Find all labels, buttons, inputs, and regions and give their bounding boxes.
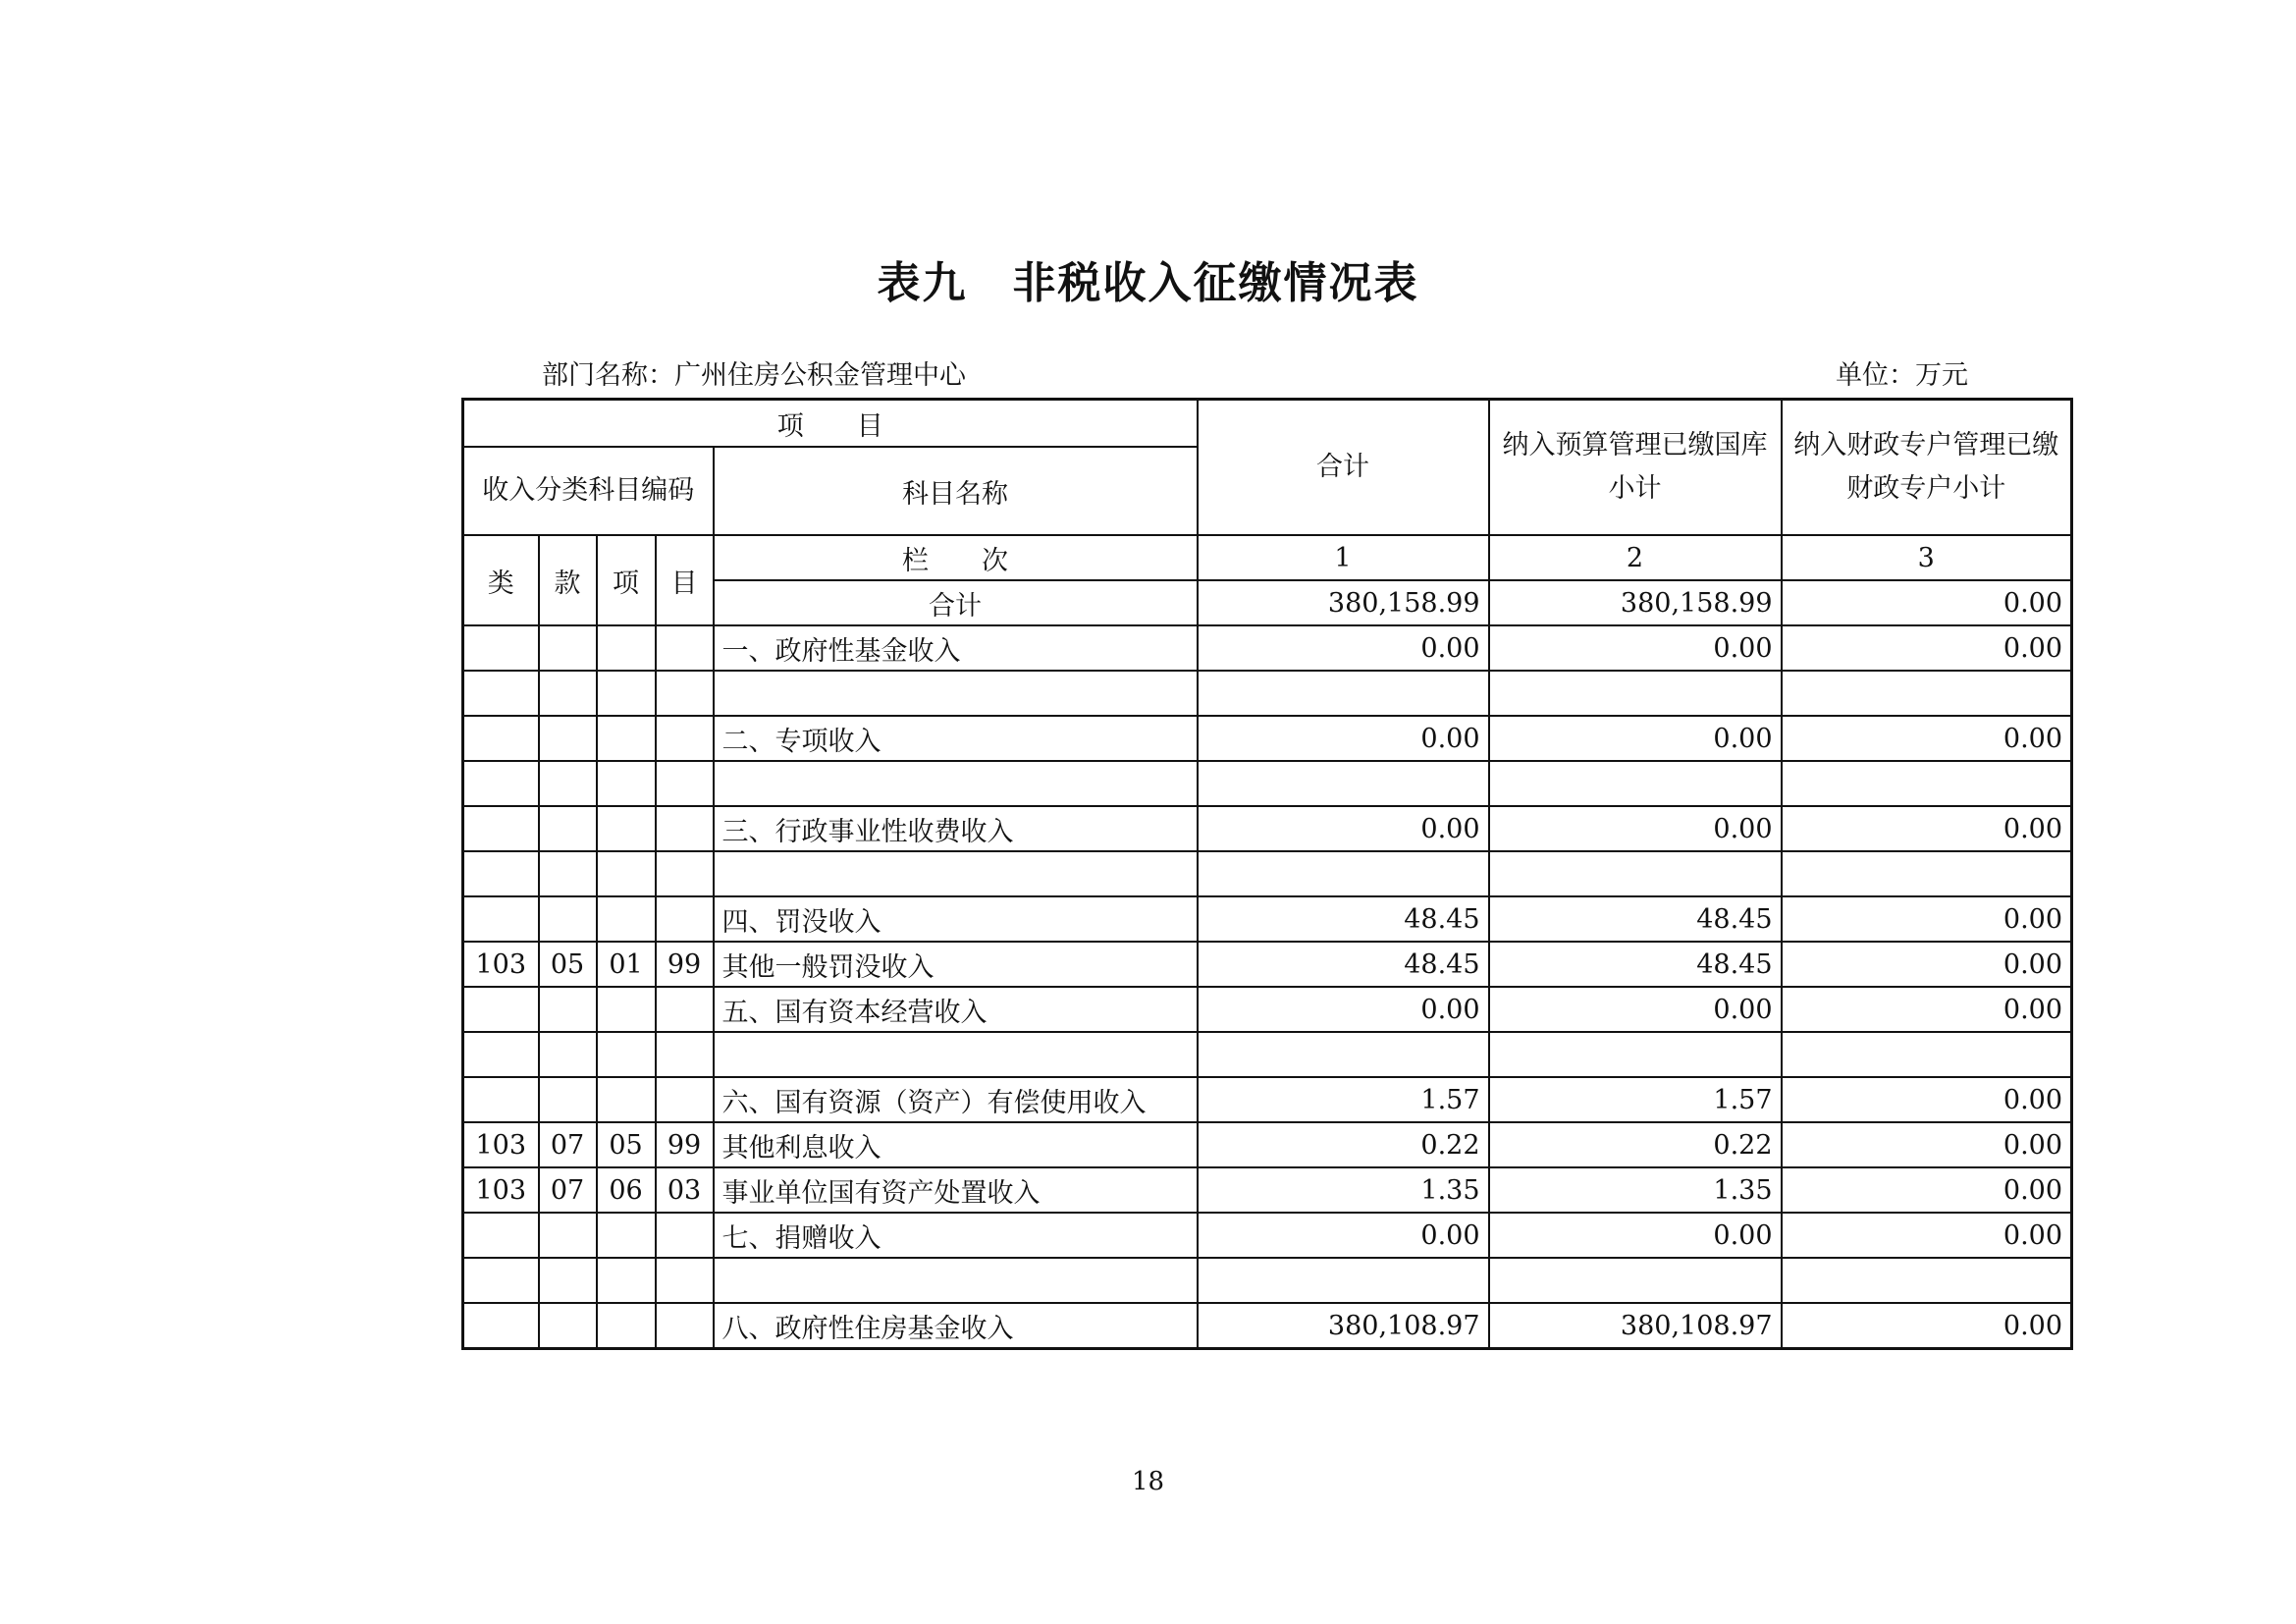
table-row — [463, 1077, 2072, 1122]
subject-name-cell: 八、政府性住房基金收入 — [714, 1303, 1198, 1349]
total-cell: 0.00 — [1198, 716, 1489, 761]
special-cell: 0.00 — [1782, 625, 2072, 671]
special-cell: 0.00 — [1782, 942, 2072, 987]
header-row-3 — [463, 535, 2072, 580]
budget-cell: 0.00 — [1489, 625, 1782, 671]
code-lei-cell: 103 — [463, 1122, 539, 1167]
code-mu-cell — [656, 1213, 714, 1258]
subject-name-cell: 三、行政事业性收费收入 — [714, 806, 1198, 851]
code-lei-cell — [463, 671, 539, 716]
budget-cell — [1489, 851, 1782, 896]
code-mu-cell: 03 — [656, 1167, 714, 1213]
code-xiang-cell — [597, 1077, 656, 1122]
total-row-budget: 380,158.99 — [1489, 580, 1782, 625]
header-xiang: 项 — [597, 535, 656, 625]
code-xiang-cell: 06 — [597, 1167, 656, 1213]
total-cell — [1198, 1032, 1489, 1077]
code-lei-cell — [463, 1213, 539, 1258]
code-lei-cell — [463, 896, 539, 942]
code-mu-cell — [656, 896, 714, 942]
code-xiang-cell — [597, 1303, 656, 1349]
budget-cell: 1.57 — [1489, 1077, 1782, 1122]
special-cell: 0.00 — [1782, 1122, 2072, 1167]
budget-cell: 0.22 — [1489, 1122, 1782, 1167]
total-cell: 48.45 — [1198, 942, 1489, 987]
code-lei-cell — [463, 716, 539, 761]
subject-name-cell — [714, 761, 1198, 806]
code-kuan-cell — [539, 987, 597, 1032]
special-cell — [1782, 1258, 2072, 1303]
code-kuan-cell — [539, 851, 597, 896]
code-kuan-cell — [539, 1032, 597, 1077]
budget-cell: 1.35 — [1489, 1167, 1782, 1213]
header-project: 项 目 — [463, 400, 1198, 448]
code-mu-cell — [656, 851, 714, 896]
special-cell: 0.00 — [1782, 896, 2072, 942]
subject-name-cell: 五、国有资本经营收入 — [714, 987, 1198, 1032]
code-mu-cell: 99 — [656, 942, 714, 987]
unit-label: 单位：万元 — [1836, 360, 1968, 391]
header-special: 纳入财政专户管理已缴财政专户小计 — [1782, 400, 2072, 536]
budget-cell: 48.45 — [1489, 896, 1782, 942]
code-mu-cell — [656, 987, 714, 1032]
total-cell: 0.22 — [1198, 1122, 1489, 1167]
table-row — [463, 1167, 2072, 1213]
budget-cell: 0.00 — [1489, 1213, 1782, 1258]
code-kuan-cell — [539, 1258, 597, 1303]
budget-cell — [1489, 1032, 1782, 1077]
table-row — [463, 1258, 2072, 1303]
code-xiang-cell — [597, 1032, 656, 1077]
special-cell — [1782, 671, 2072, 716]
special-cell: 0.00 — [1782, 1077, 2072, 1122]
header-column-order: 栏 次 — [714, 535, 1198, 580]
code-xiang-cell — [597, 851, 656, 896]
subject-name-cell: 四、罚没收入 — [714, 896, 1198, 942]
code-xiang-cell: 05 — [597, 1122, 656, 1167]
page-number: 18 — [1131, 1467, 1165, 1496]
code-xiang-cell — [597, 716, 656, 761]
budget-cell — [1489, 1258, 1782, 1303]
special-cell: 0.00 — [1782, 987, 2072, 1032]
department-label: 部门名称：广州住房公积金管理中心 — [542, 360, 966, 391]
code-lei-cell — [463, 806, 539, 851]
code-xiang-cell — [597, 987, 656, 1032]
total-cell: 0.00 — [1198, 625, 1489, 671]
code-kuan-cell — [539, 896, 597, 942]
budget-cell — [1489, 671, 1782, 716]
total-cell — [1198, 761, 1489, 806]
code-kuan-cell — [539, 1303, 597, 1349]
code-xiang-cell — [597, 1213, 656, 1258]
table-row — [463, 1213, 2072, 1258]
header-code-group: 收入分类科目编码 — [463, 447, 714, 535]
total-cell — [1198, 671, 1489, 716]
code-mu-cell — [656, 806, 714, 851]
subject-name-cell: 事业单位国有资产处置收入 — [714, 1167, 1198, 1213]
subject-name-cell — [714, 851, 1198, 896]
total-cell: 0.00 — [1198, 1213, 1489, 1258]
code-kuan-cell: 05 — [539, 942, 597, 987]
table-row — [463, 942, 2072, 987]
subject-name-cell: 其他一般罚没收入 — [714, 942, 1198, 987]
special-cell — [1782, 851, 2072, 896]
code-mu-cell — [656, 761, 714, 806]
code-kuan-cell — [539, 1213, 597, 1258]
total-row-special: 0.00 — [1782, 580, 2072, 625]
code-lei-cell — [463, 625, 539, 671]
code-xiang-cell — [597, 1258, 656, 1303]
budget-cell: 0.00 — [1489, 716, 1782, 761]
special-cell: 0.00 — [1782, 806, 2072, 851]
subject-name-cell: 二、专项收入 — [714, 716, 1198, 761]
subject-name-cell: 六、国有资源（资产）有偿使用收入 — [714, 1077, 1198, 1122]
code-lei-cell — [463, 851, 539, 896]
code-mu-cell — [656, 671, 714, 716]
total-cell: 1.35 — [1198, 1167, 1489, 1213]
code-kuan-cell — [539, 671, 597, 716]
code-mu-cell — [656, 716, 714, 761]
budget-cell: 48.45 — [1489, 942, 1782, 987]
total-cell: 48.45 — [1198, 896, 1489, 942]
code-kuan-cell — [539, 716, 597, 761]
code-mu-cell — [656, 1077, 714, 1122]
special-cell — [1782, 761, 2072, 806]
subject-name-cell: 一、政府性基金收入 — [714, 625, 1198, 671]
budget-cell — [1489, 761, 1782, 806]
code-lei-cell: 103 — [463, 942, 539, 987]
special-cell: 0.00 — [1782, 1303, 2072, 1349]
code-xiang-cell — [597, 671, 656, 716]
header-lei: 类 — [463, 535, 539, 625]
code-mu-cell — [656, 625, 714, 671]
code-xiang-cell — [597, 761, 656, 806]
header-mu: 目 — [656, 535, 714, 625]
non-tax-revenue-table — [461, 398, 2073, 1350]
table-row — [463, 851, 2072, 896]
code-lei-cell — [463, 1303, 539, 1349]
code-kuan-cell — [539, 1077, 597, 1122]
code-lei-cell — [463, 1258, 539, 1303]
table-row — [463, 806, 2072, 851]
special-cell: 0.00 — [1782, 1167, 2072, 1213]
header-col1: 1 — [1198, 535, 1489, 580]
code-xiang-cell — [597, 625, 656, 671]
table-row — [463, 671, 2072, 716]
header-col2: 2 — [1489, 535, 1782, 580]
total-cell: 0.00 — [1198, 806, 1489, 851]
total-cell: 0.00 — [1198, 987, 1489, 1032]
header-budget: 纳入预算管理已缴国库小计 — [1489, 400, 1782, 536]
table-row — [463, 1032, 2072, 1077]
code-kuan-cell — [539, 625, 597, 671]
subject-name-cell — [714, 671, 1198, 716]
code-xiang-cell: 01 — [597, 942, 656, 987]
total-row-name: 合计 — [714, 580, 1198, 625]
code-mu-cell — [656, 1258, 714, 1303]
header-kuan: 款 — [539, 535, 597, 625]
special-cell: 0.00 — [1782, 1213, 2072, 1258]
code-kuan-cell: 07 — [539, 1122, 597, 1167]
budget-cell: 0.00 — [1489, 806, 1782, 851]
table-row — [463, 716, 2072, 761]
table-row — [463, 1122, 2072, 1167]
special-cell: 0.00 — [1782, 716, 2072, 761]
total-cell: 380,108.97 — [1198, 1303, 1489, 1349]
code-mu-cell — [656, 1303, 714, 1349]
table-row — [463, 625, 2072, 671]
budget-cell: 0.00 — [1489, 987, 1782, 1032]
code-mu-cell — [656, 1032, 714, 1077]
code-kuan-cell — [539, 806, 597, 851]
table-row — [463, 1303, 2072, 1349]
budget-cell: 380,108.97 — [1489, 1303, 1782, 1349]
code-lei-cell — [463, 1077, 539, 1122]
subject-name-cell — [714, 1258, 1198, 1303]
code-xiang-cell — [597, 806, 656, 851]
subject-name-cell: 其他利息收入 — [714, 1122, 1198, 1167]
code-mu-cell: 99 — [656, 1122, 714, 1167]
code-lei-cell: 103 — [463, 1167, 539, 1213]
special-cell — [1782, 1032, 2072, 1077]
subject-name-cell: 七、捐赠收入 — [714, 1213, 1198, 1258]
total-cell — [1198, 1258, 1489, 1303]
code-kuan-cell — [539, 761, 597, 806]
table-row — [463, 761, 2072, 806]
code-lei-cell — [463, 761, 539, 806]
total-cell: 1.57 — [1198, 1077, 1489, 1122]
header-subject-name: 科目名称 — [714, 447, 1198, 535]
header-row-1 — [463, 400, 2072, 448]
code-xiang-cell — [597, 896, 656, 942]
code-kuan-cell: 07 — [539, 1167, 597, 1213]
header-total: 合计 — [1198, 400, 1489, 536]
header-col3: 3 — [1782, 535, 2072, 580]
total-row-total: 380,158.99 — [1198, 580, 1489, 625]
code-lei-cell — [463, 987, 539, 1032]
page-title: 表九 非税收入征缴情况表 — [877, 258, 1419, 308]
subject-name-cell — [714, 1032, 1198, 1077]
table-row — [463, 896, 2072, 942]
table-row — [463, 987, 2072, 1032]
total-cell — [1198, 851, 1489, 896]
code-lei-cell — [463, 1032, 539, 1077]
